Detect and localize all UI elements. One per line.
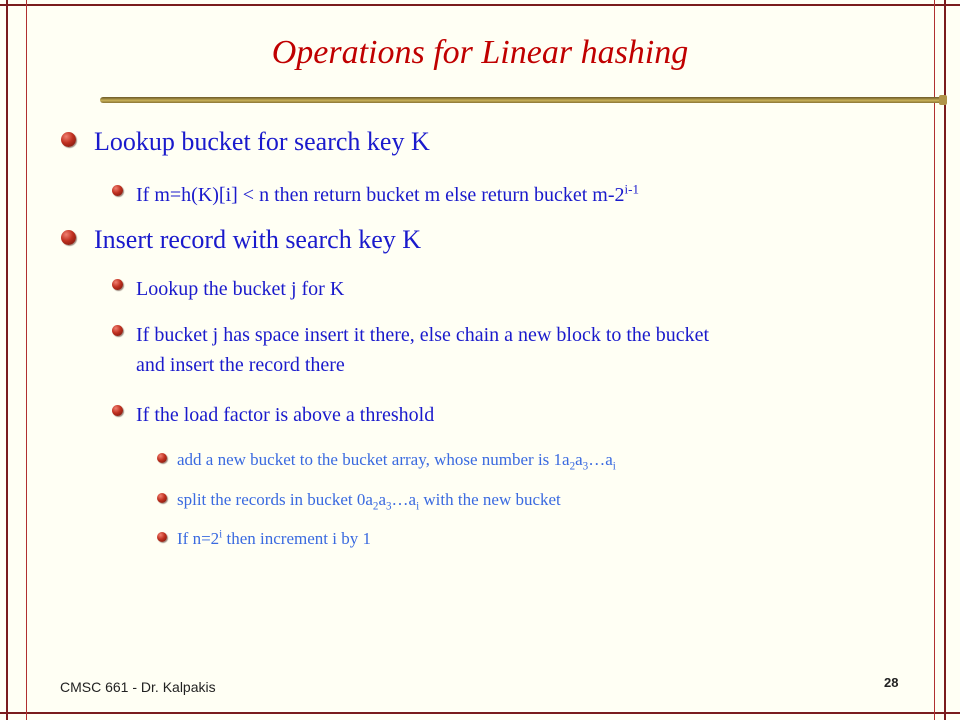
bullet-item-bucket-space	[136, 320, 926, 380]
item-text: Lookup bucket for search key K	[94, 127, 430, 156]
bullet-icon	[157, 453, 167, 463]
bullet-item-lookup-rule	[136, 180, 639, 210]
bullet-icon	[112, 185, 123, 196]
title-divider-cap	[939, 95, 947, 105]
frame-left-inner-line	[26, 0, 27, 720]
bullet-item-load-factor	[136, 400, 434, 430]
item-subscript: 2	[569, 460, 576, 473]
item-subscript: 3	[386, 500, 392, 513]
item-text-part: a	[378, 490, 386, 509]
frame-top-line	[0, 4, 960, 6]
item-text-line2: and insert the record there	[136, 354, 345, 376]
item-subscript: 2	[372, 500, 379, 513]
frame-right-line	[944, 0, 946, 720]
item-text: Insert record with search key K	[94, 225, 422, 254]
title-divider	[100, 97, 945, 103]
bullet-icon	[157, 493, 167, 503]
bullet-icon	[61, 132, 76, 147]
item-text-line1: If bucket j has space insert it there, else chain a new block to the bucket	[136, 324, 710, 346]
frame-right-inner-line	[934, 0, 935, 720]
item-text: If m=h(K)[i] < n then return bucket m else return bucket m-2	[136, 184, 625, 206]
frame-bottom-line	[0, 712, 960, 714]
bullet-icon	[61, 230, 76, 245]
item-text: Lookup the bucket j for K	[136, 278, 345, 300]
footer-course: CMSC 661 - Dr. Kalpakis	[60, 679, 216, 695]
item-text-part: then increment i by 1	[222, 529, 371, 548]
bullet-item-lookup-bucket	[136, 274, 344, 304]
bullet-icon	[157, 532, 167, 542]
item-superscript: i-1	[624, 181, 639, 197]
frame-left-line	[6, 0, 8, 720]
item-text-part: …a	[391, 490, 417, 509]
bullet-icon	[112, 325, 123, 336]
bullet-icon	[112, 279, 123, 290]
item-superscript: i	[219, 528, 223, 541]
bullet-item-lookup	[94, 127, 430, 157]
bullet-item-increment-i	[177, 529, 371, 549]
item-text: split the records in bucket 0a	[177, 490, 373, 509]
item-subscript: 3	[582, 460, 589, 473]
bullet-item-insert	[94, 225, 421, 255]
item-subscript: i	[416, 500, 420, 513]
footer-page-number: 28	[884, 675, 899, 690]
item-text-part: …a	[588, 450, 613, 469]
item-text-part: a	[575, 450, 583, 469]
item-text: If n=2	[177, 529, 220, 548]
item-text: add a new bucket to the bucket array, whose number is 1a	[177, 450, 570, 469]
item-text: If the load factor is above a threshold	[136, 404, 435, 426]
item-subscript: i	[612, 460, 616, 473]
bullet-item-add-bucket	[177, 450, 616, 473]
item-text-part: with the new bucket	[419, 490, 561, 509]
bullet-item-split-records	[177, 490, 561, 513]
slide-title: Operations for Linear hashing	[271, 34, 689, 71]
bullet-icon	[112, 405, 123, 416]
